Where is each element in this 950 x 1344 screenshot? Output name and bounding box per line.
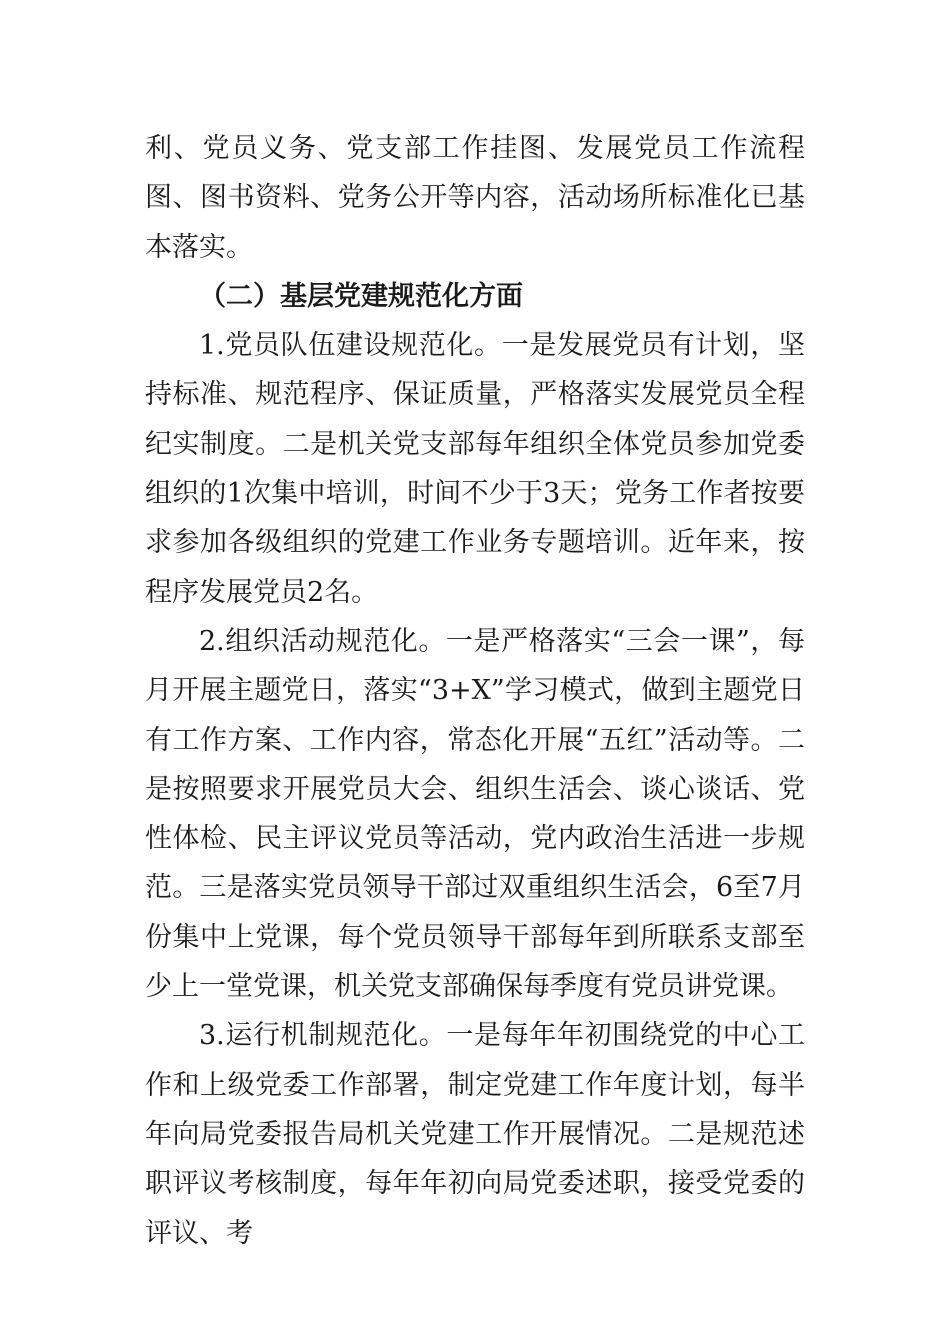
paragraph-continuation: 利、党员义务、党支部工作挂图、发展党员工作流程图、图书资料、党务公开等内容，活动场所标准化已基本落实。 <box>145 133 805 263</box>
paragraph-organization-activities: 2.组织活动规范化。一是严格落实“三会一课”，每月开展主题党日，落实“3+X”学习模式，做到主题党日有工作方案、工作内容，常态化开展“五红”活动等。二是按照要求开展党员大会、组织生活会、谈心谈话、党性体检、民主评议党员等活动，党内政治生活进一步规范。三是落实党员领导干部过双重组织生活会，6至7月份集中上党课，每个党员领导干部每年到所联系支部至少上一堂党课，机关党支部确保每季度有党员讲党课。 <box>145 625 805 1003</box>
document-body <box>145 124 805 1258</box>
paragraph-operation-mechanism: 3.运行机制规范化。一是每年年初围绕党的中心工作和上级党委工作部署，制定党建工作年度计划，每半年向局党委报告局机关党建工作开展情况。二是规范述职评议考核制度，每年年初向局党委述职，接受党委的评议、考 <box>145 1020 805 1249</box>
paragraph-party-member-team: 1.党员队伍建设规范化。一是发展党员有计划，坚持标准、规范程序、保证质量，严格落实发展党员全程纪实制度。二是机关党支部每年组织全体党员参加党委组织的1次集中培训，时间不少于3天；党务工作者按要求参加各级组织的党建工作业务专题培训。近年来，按程序发展党员2名。 <box>145 330 805 608</box>
section-heading: （二）基层党建规范化方面 <box>199 280 523 312</box>
